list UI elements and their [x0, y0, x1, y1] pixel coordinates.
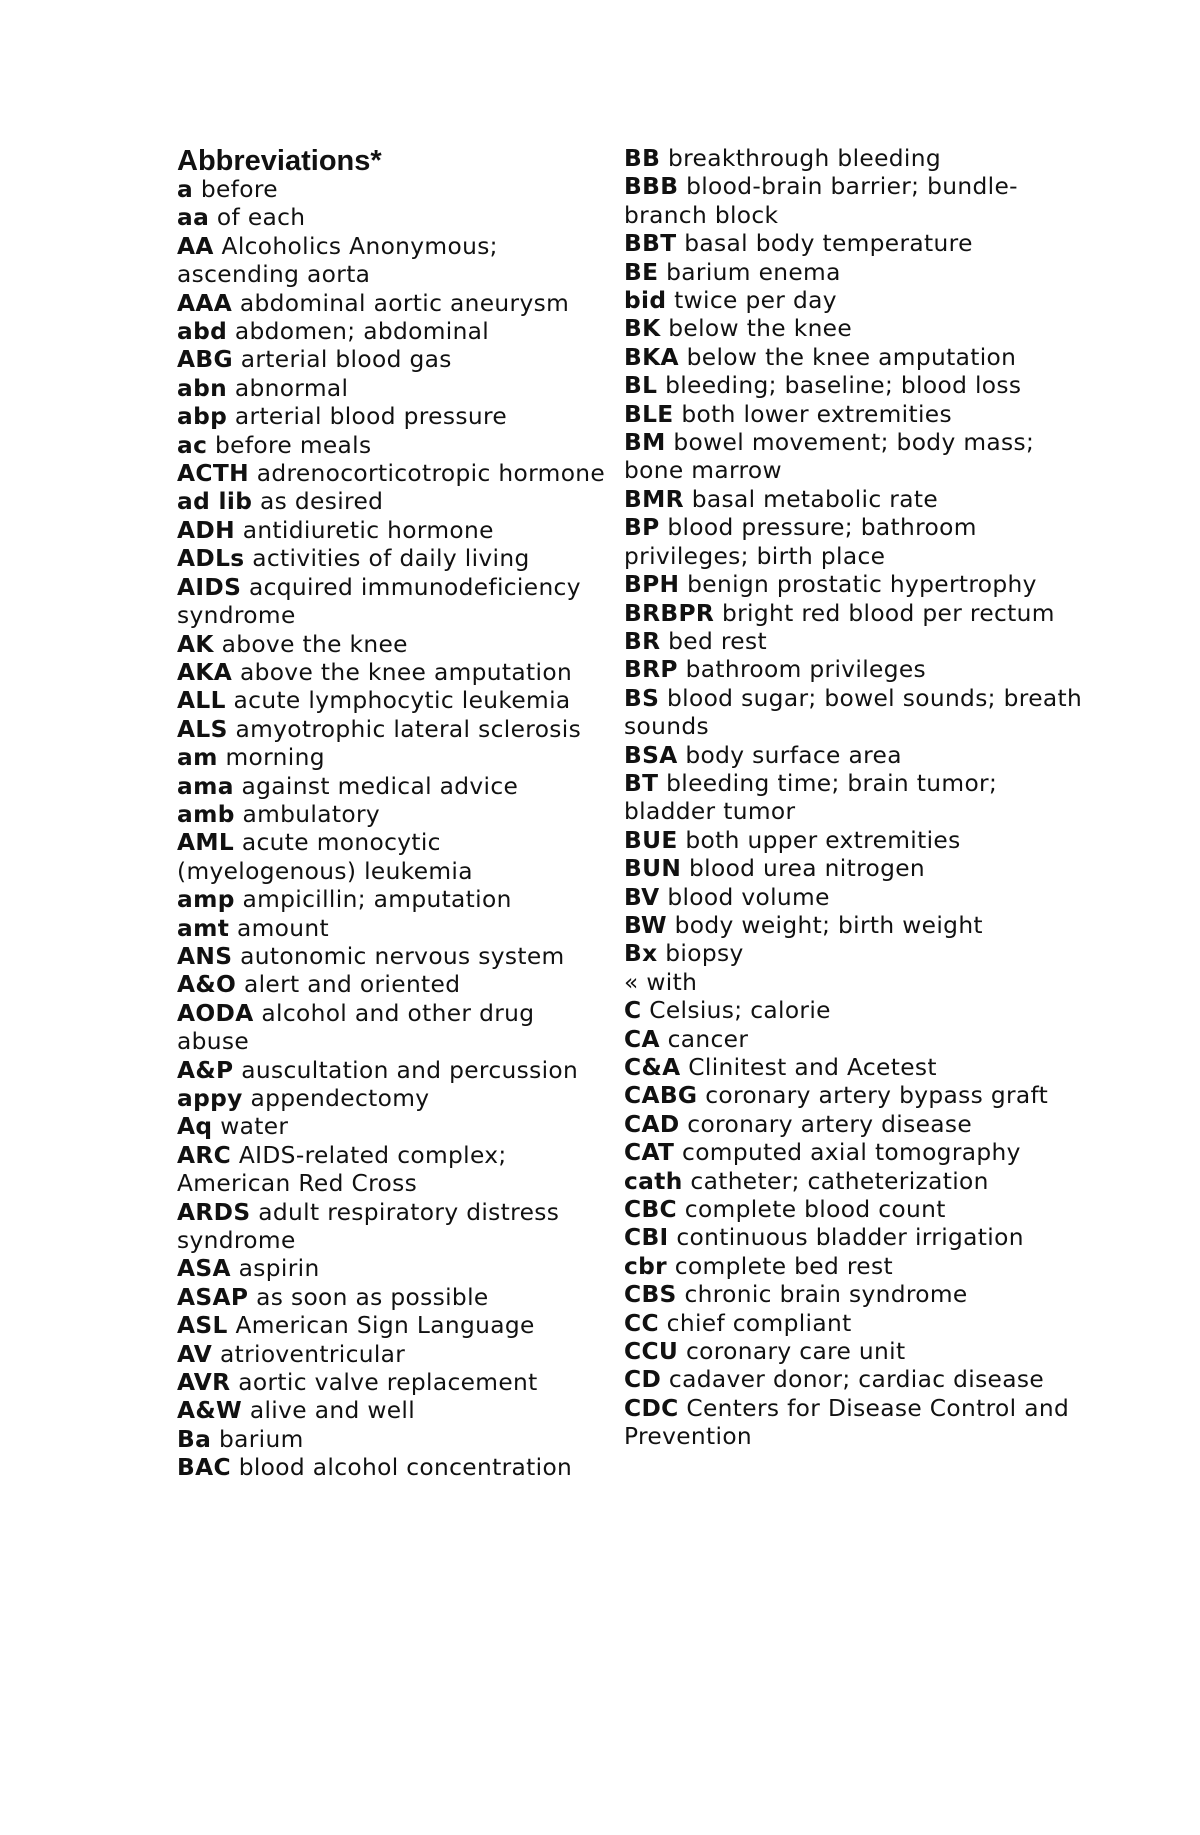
entry-abbreviation: CD [624, 1366, 662, 1394]
entry-abbreviation: ASAP [177, 1283, 249, 1311]
entry-abbreviation: BT [624, 769, 659, 797]
entry-abbreviation: BV [624, 883, 660, 911]
entry-meaning: Centers for Disease Control and Prevention [624, 1394, 1070, 1451]
entry-abbreviation: BM [624, 429, 666, 457]
entry-abbreviation: AK [177, 630, 214, 658]
entry-abbreviation: CA [624, 1025, 660, 1053]
glossary-entry [624, 770, 1094, 827]
glossary-entry [624, 1026, 1094, 1054]
entry-meaning: blood alcohol concentration [238, 1454, 573, 1482]
glossary-entry [177, 1369, 607, 1397]
glossary-entry [177, 375, 607, 403]
glossary-entry [177, 1426, 607, 1454]
entry-abbreviation: ASL [177, 1312, 228, 1340]
glossary-entry [624, 600, 1094, 628]
glossary-entry [177, 574, 607, 631]
entry-abbreviation: A&O [177, 971, 237, 999]
entry-abbreviation: BUE [624, 826, 678, 854]
glossary-entry [624, 997, 1094, 1025]
entry-meaning: against medical advice [241, 772, 519, 800]
entry-abbreviation: ad lib [177, 488, 253, 516]
entry-abbreviation: CAD [624, 1110, 680, 1138]
glossary-entry [177, 460, 607, 488]
glossary-entry [177, 346, 607, 374]
glossary-entry [177, 744, 607, 772]
entry-meaning: acute lymphocytic leukemia [233, 687, 571, 715]
glossary-entry [177, 290, 607, 318]
glossary-entry [624, 912, 1094, 940]
glossary-entry [624, 1139, 1094, 1167]
glossary-entry [624, 628, 1094, 656]
entry-meaning: continuous bladder irrigation [676, 1224, 1024, 1252]
entry-meaning: appendectomy [250, 1085, 430, 1112]
glossary-entry [624, 827, 1094, 855]
entry-abbreviation: ABG [177, 346, 233, 374]
entry-abbreviation: BL [624, 372, 658, 400]
glossary-entry [177, 687, 607, 715]
entry-meaning: body surface area [685, 741, 902, 769]
entry-abbreviation: BUN [624, 855, 682, 883]
entry-abbreviation: BRP [624, 656, 678, 684]
entry-abbreviation: BAC [177, 1454, 231, 1482]
entry-meaning: ampicillin; amputation [242, 886, 512, 914]
entry-abbreviation: ac [177, 431, 208, 459]
glossary-entry [177, 432, 607, 460]
entry-abbreviation: CBI [624, 1224, 669, 1252]
entry-meaning: adrenocorticotropic hormone [256, 460, 606, 488]
entry-abbreviation: amb [177, 800, 235, 828]
entry-meaning: abdominal aortic aneurysm [239, 289, 570, 317]
right-column [624, 145, 1094, 1452]
entry-meaning: below the knee amputation [686, 343, 1017, 371]
glossary-entry [624, 742, 1094, 770]
entry-meaning: water [220, 1113, 289, 1141]
entry-meaning: twice per day [674, 287, 837, 315]
entry-meaning: chronic brain syndrome [684, 1281, 968, 1309]
entry-meaning: both upper extremities [685, 826, 961, 854]
entry-abbreviation: ADLs [177, 545, 245, 573]
entry-abbreviation: ALS [177, 715, 228, 743]
entry-meaning: AIDS-related complex; American Red Cross [177, 1141, 507, 1198]
entry-meaning: ambulatory [242, 800, 381, 828]
glossary-entry [624, 1111, 1094, 1139]
entry-abbreviation: Ba [177, 1425, 212, 1453]
entry-abbreviation: cbr [624, 1252, 668, 1280]
entry-abbreviation: amp [177, 886, 235, 914]
glossary-entry [177, 204, 607, 232]
entry-abbreviation: ARC [177, 1141, 232, 1169]
entry-meaning: « with [624, 968, 698, 996]
entry-meaning: aspirin [238, 1255, 320, 1283]
glossary-entry [624, 1253, 1094, 1281]
entry-meaning: before meals [215, 431, 372, 459]
glossary-entry [624, 429, 1094, 486]
entry-abbreviation: ASA [177, 1255, 231, 1283]
glossary-entry [177, 1397, 607, 1425]
entry-abbreviation: CBC [624, 1196, 678, 1224]
glossary-entry [177, 1255, 607, 1283]
entry-meaning: blood sugar; bowel sounds; breath sounds [624, 684, 1083, 741]
entry-meaning: Clinitest and Acetest [688, 1054, 937, 1081]
entry-meaning: complete blood count [684, 1196, 946, 1224]
entry-abbreviation: CCU [624, 1338, 679, 1366]
glossary-entry [177, 403, 607, 431]
entry-meaning: before [200, 176, 278, 203]
glossary-entry [624, 1196, 1094, 1224]
glossary-entry [624, 1366, 1094, 1394]
entry-abbreviation: bid [624, 287, 667, 315]
entry-meaning: of each [216, 204, 306, 232]
glossary-entry [624, 287, 1094, 315]
entry-meaning: complete bed rest [674, 1252, 893, 1280]
entry-meaning: atrioventricular [219, 1340, 406, 1368]
entry-abbreviation: AODA [177, 999, 254, 1027]
glossary-entry [624, 884, 1094, 912]
glossary-entry [624, 315, 1094, 343]
entry-abbreviation: ACTH [177, 460, 249, 488]
entry-abbreviation: BRBPR [624, 599, 715, 627]
glossary-entry [624, 969, 1094, 997]
entry-abbreviation: AIDS [177, 573, 242, 601]
entry-meaning: American Sign Language [235, 1312, 535, 1340]
entry-meaning: bathroom privileges [685, 656, 927, 684]
entry-meaning: above the knee [221, 630, 408, 658]
entry-meaning: Alcoholics Anonymous; ascending aorta [177, 232, 498, 289]
entry-abbreviation: ADH [177, 516, 235, 544]
entry-abbreviation: BKA [624, 343, 679, 371]
entry-abbreviation: BB [624, 145, 661, 172]
entry-meaning: morning [225, 744, 325, 772]
glossary-entry [177, 915, 607, 943]
entry-abbreviation: BSA [624, 741, 678, 769]
entry-meaning: bleeding; baseline; blood loss [665, 372, 1022, 400]
glossary-entry [624, 940, 1094, 968]
entry-meaning: coronary artery bypass graft [705, 1082, 1049, 1110]
entry-meaning: coronary artery disease [687, 1110, 973, 1138]
entry-abbreviation: BBB [624, 173, 679, 201]
entry-abbreviation: CC [624, 1309, 659, 1337]
entry-meaning: blood urea nitrogen [689, 855, 926, 883]
entry-meaning: basal body temperature [684, 230, 973, 258]
glossary-entry [624, 855, 1094, 883]
glossary-entry [177, 1341, 607, 1369]
entry-abbreviation: am [177, 744, 218, 772]
entry-meaning: activities of daily living [252, 545, 530, 573]
entry-meaning: alive and well [249, 1397, 416, 1425]
entry-abbreviation: amt [177, 914, 230, 942]
entry-meaning: aortic valve replacement [238, 1369, 538, 1397]
entry-abbreviation: abd [177, 318, 228, 346]
entry-meaning: arterial blood gas [240, 346, 452, 374]
entry-meaning: arterial blood pressure [234, 403, 508, 431]
entry-abbreviation: aa [177, 204, 210, 232]
entry-abbreviation: cath [624, 1167, 683, 1195]
glossary-entry [177, 1454, 607, 1482]
glossary-entry [177, 318, 607, 346]
entry-meaning: acute monocytic (myelogenous) leukemia [177, 829, 473, 885]
entry-meaning: below the knee [668, 315, 853, 343]
glossary-entry [177, 829, 607, 886]
entry-meaning: bowel movement; body mass; bone marrow [624, 429, 1035, 485]
entry-abbreviation: CAT [624, 1139, 675, 1167]
glossary-entry [177, 659, 607, 687]
glossary-entry [177, 1085, 607, 1113]
entry-meaning: as desired [260, 488, 384, 516]
entry-abbreviation: abp [177, 403, 228, 431]
entry-abbreviation: BR [624, 627, 661, 655]
entry-abbreviation: abn [177, 374, 228, 402]
entry-abbreviation: BE [624, 258, 659, 286]
glossary-entry [177, 1284, 607, 1312]
entry-meaning: amount [236, 914, 329, 942]
entry-abbreviation: A&P [177, 1056, 234, 1084]
entry-abbreviation: ama [177, 772, 234, 800]
glossary-entry [177, 1312, 607, 1340]
glossary-entry [177, 801, 607, 829]
entry-meaning: blood volume [667, 883, 830, 911]
entry-abbreviation: ARDS [177, 1198, 251, 1226]
glossary-entry [177, 176, 607, 204]
entry-abbreviation: ANS [177, 942, 233, 970]
glossary-entry [177, 488, 607, 516]
entry-meaning: cancer [667, 1025, 749, 1053]
entry-abbreviation: AAA [177, 289, 233, 317]
entry-meaning: alcohol and other drug abuse [177, 999, 535, 1056]
entry-abbreviation: AA [177, 232, 214, 260]
glossary-entry [624, 1168, 1094, 1196]
entry-meaning: biopsy [665, 940, 744, 968]
entry-meaning: abnormal [234, 374, 349, 402]
glossary-entry [624, 1054, 1094, 1082]
glossary-entry [624, 372, 1094, 400]
entry-meaning: catheter; catheterization [690, 1167, 989, 1195]
glossary-entry [177, 1113, 607, 1141]
glossary-entry [624, 1338, 1094, 1366]
entry-meaning: barium enema [666, 258, 841, 286]
glossary-entry [177, 233, 607, 290]
entry-abbreviation: C [624, 997, 642, 1025]
entry-abbreviation: BW [624, 911, 667, 939]
glossary-entry [624, 1224, 1094, 1252]
glossary-entry [177, 1000, 607, 1057]
entry-abbreviation: AVR [177, 1369, 231, 1397]
entry-meaning: blood-brain barrier; bundle-branch block [624, 173, 1018, 229]
glossary-entry [177, 1057, 607, 1085]
glossary-entry [624, 514, 1094, 571]
glossary-entry [177, 886, 607, 914]
entry-meaning: cadaver donor; cardiac disease [668, 1366, 1045, 1394]
entry-meaning: Celsius; calorie [649, 997, 831, 1025]
entry-abbreviation: BK [624, 315, 661, 343]
entry-meaning: breakthrough bleeding [667, 145, 941, 172]
glossary-entry [624, 401, 1094, 429]
glossary-entry [177, 545, 607, 573]
entry-abbreviation: a [177, 176, 194, 203]
glossary-entry [624, 173, 1094, 230]
entry-abbreviation: BBT [624, 230, 677, 258]
glossary-entry [177, 517, 607, 545]
glossary-entry [624, 1310, 1094, 1338]
entry-meaning: chief compliant [666, 1309, 852, 1337]
entry-abbreviation: BPH [624, 571, 680, 599]
glossary-entry [177, 943, 607, 971]
glossary-entry [177, 631, 607, 659]
entry-meaning: blood pressure; bathroom privileges; birth place [624, 514, 977, 570]
glossary-entry [624, 571, 1094, 599]
entry-meaning: computed axial tomography [682, 1139, 1021, 1167]
entry-abbreviation: AKA [177, 658, 233, 686]
entry-meaning: as soon as possible [256, 1283, 489, 1311]
entry-abbreviation: Aq [177, 1113, 213, 1141]
entry-meaning: benign prostatic hypertrophy [687, 571, 1037, 599]
glossary-entry [177, 1199, 607, 1256]
entry-abbreviation: BMR [624, 485, 684, 513]
entry-meaning: bright red blood per rectum [721, 599, 1055, 627]
entry-abbreviation: AML [177, 829, 235, 857]
entry-meaning: adult respiratory distress syndrome [177, 1198, 560, 1255]
entry-meaning: antidiuretic hormone [242, 516, 494, 544]
glossary-entry [624, 685, 1094, 742]
entry-abbreviation: AV [177, 1340, 213, 1368]
glossary-entry [624, 145, 1094, 173]
entry-abbreviation: CDC [624, 1394, 679, 1422]
entry-abbreviation: CBS [624, 1281, 677, 1309]
entry-meaning: coronary care unit [685, 1338, 906, 1366]
entry-meaning: barium [218, 1425, 304, 1453]
glossary-entry [624, 1395, 1094, 1452]
glossary-entry [177, 716, 607, 744]
entry-abbreviation: CABG [624, 1082, 698, 1110]
glossary-entry [177, 773, 607, 801]
entry-meaning: both lower extremities [681, 400, 952, 428]
entry-abbreviation: BS [624, 684, 660, 712]
entry-abbreviation: ALL [177, 687, 226, 715]
document-title: Abbreviations* [177, 145, 382, 177]
glossary-entry [177, 1142, 607, 1199]
glossary-entry [624, 230, 1094, 258]
entry-meaning: alert and oriented [243, 971, 461, 999]
glossary-entry [624, 486, 1094, 514]
glossary-entry [624, 1281, 1094, 1309]
glossary-entry [177, 971, 607, 999]
entry-meaning: bleeding time; brain tumor; bladder tumor [624, 769, 998, 826]
left-column [177, 145, 607, 1483]
entry-meaning: autonomic nervous system [240, 942, 565, 970]
glossary-entry [624, 1082, 1094, 1110]
entry-meaning: basal metabolic rate [691, 485, 939, 513]
entry-abbreviation: Bx [624, 940, 658, 968]
entry-meaning: above the knee amputation [239, 658, 573, 686]
entry-abbreviation: C&A [624, 1054, 681, 1081]
entry-meaning: acquired immunodeficiency syndrome [177, 573, 581, 630]
entry-abbreviation: appy [177, 1085, 243, 1112]
glossary-entry [624, 259, 1094, 287]
entry-abbreviation: BP [624, 514, 660, 542]
entry-meaning: abdomen; abdominal [234, 318, 490, 346]
entry-meaning: body weight; birth weight [674, 911, 983, 939]
entry-meaning: auscultation and percussion [241, 1056, 579, 1084]
glossary-entry [624, 344, 1094, 372]
entry-meaning: bed rest [668, 627, 767, 655]
entry-meaning: amyotrophic lateral sclerosis [235, 715, 582, 743]
glossary-entry [624, 656, 1094, 684]
entry-abbreviation: BLE [624, 400, 674, 428]
entry-abbreviation: A&W [177, 1397, 243, 1425]
